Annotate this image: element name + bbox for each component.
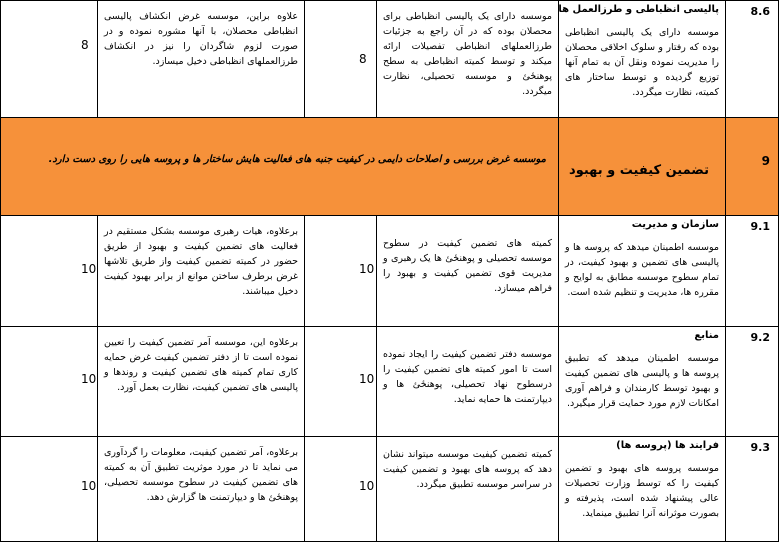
extra-description-cell xyxy=(97,436,304,542)
criterion-cell xyxy=(558,0,725,117)
extra-description-cell xyxy=(97,215,304,326)
table-row xyxy=(0,215,779,326)
level-description: کمیته تضمین کیفیت موسسه میتواند نشان دهد که پروسه های بهبود و تضمین کیفیت در سراسر موسسه تطبیق میگردد. xyxy=(383,449,552,490)
level-score-cell xyxy=(304,436,376,542)
extra-description: برعلاوه این، موسسه آمر تضمین کیفیت را تعیین نموده است تا از دفتر تضمین کیفیت غرض حمایه کاری تمام کمیته های تضمین کیفیت و روندها و پالیسی های تضمین کیفیت، نظارت بعمل آورد. xyxy=(104,337,298,393)
level-score: 10 xyxy=(359,262,375,276)
criterion-cell xyxy=(558,436,725,542)
row-code-cell xyxy=(725,0,779,117)
level-description: موسسه دارای یک پالیسی انظباطی برای محصلان بوده که در آن راجع به جزئیات طرزالعملهای انظباطی تفصیلات ارائه میکند و توسط کمیته انظباطی به سطح پوهنځئ و موسسه تحصیلی، نظارت میگردد. xyxy=(383,11,552,97)
extra-description-cell xyxy=(97,0,304,117)
criterion-text: موسسه دارای یک پالیسی انظباطی بوده که رفتار و سلوک اخلاقی محصلان را مدیریت نموده ونقل آن به تمام آنها توزیع گردیده و توسط ساختار های کمیته، نظارت میگردد. xyxy=(565,27,719,98)
level-description-cell xyxy=(376,436,558,542)
extra-description: علاوه براین، موسسه غرض انکشاف پالیسی انظباطی محصلان، با آنها مشوره نموده و در صورت لزوم شاگردان را نیز در انکشاف طرزالعملهای انظباطی دخیل میسازد. xyxy=(104,11,298,67)
table-row xyxy=(0,326,779,436)
extra-description-cell xyxy=(97,326,304,436)
level-description: کمیته های تضمین کیفیت در سطوح موسسه تحصیلی و پوهنځئ ها یک رهبری و مدیریت قوی تضمین کیفیت و بهبود را فراهم میسازد. xyxy=(383,238,552,294)
extra-score: 8 xyxy=(81,38,89,52)
level-description: موسسه دفتر تضمین کیفیت را ایجاد نموده است تا امور کمیته های تضمین کیفیت را درسطوح نهاد تحصیلی، پوهنځئ ها و دیپارتمنت ها حمایه نماید. xyxy=(383,349,552,405)
extra-score: 10 xyxy=(81,479,97,493)
section-banner xyxy=(0,117,558,215)
criterion-title: پالیسی انظباطی و طرزالعمل ها xyxy=(558,4,719,15)
extra-score-cell xyxy=(0,215,97,326)
row-code: 9.3 xyxy=(750,441,770,454)
level-score: 10 xyxy=(359,479,375,493)
level-score-cell xyxy=(304,0,376,117)
table-row xyxy=(0,0,779,117)
row-code-cell xyxy=(725,215,779,326)
criterion-title: منابع xyxy=(694,330,719,341)
extra-description: برعلاوه، هیات رهبری موسسه بشکل مستقیم در فعالیت های تضمین کیفیت و بهبود از طریق حضور در کمیته تضمین کیفیت واز طریق تلاشها غرض برطرف ساختن موانع از برابر بهبود کیفیت دخیل میباشند. xyxy=(104,226,298,297)
level-description-cell xyxy=(376,215,558,326)
criterion-text: موسسه اطمینان میدهد که پروسه ها و پالیسی های تضمین و بهبود کیفیت، در تمام سطوح موسسه مطابق به لوایح و مقرره ها، مدیریت و تنظیم شده است. xyxy=(565,242,719,298)
criterion-cell xyxy=(558,326,725,436)
extra-score-cell xyxy=(0,0,97,117)
table-row xyxy=(0,436,779,542)
extra-score: 10 xyxy=(81,372,97,386)
section-title: تضمین کیفیت و بهبود xyxy=(569,163,709,178)
criterion-title: فرایند ها (پروسه ها) xyxy=(616,440,719,451)
section-description: موسسه غرض بررسی و اصلاحات دایمی در کیفیت جنبه های فعالیت هایش ساختار ها و پروسه هایی را روی دست دارد. xyxy=(48,154,546,165)
section-row xyxy=(0,117,779,215)
row-code-cell xyxy=(725,436,779,542)
row-code: 8.6 xyxy=(750,5,770,18)
section-code-cell xyxy=(725,117,779,215)
level-score: 10 xyxy=(359,372,375,386)
criterion-text: موسسه پروسه های بهبود و تضمین کیفیت را که توسط وزارت تحصیلات عالی پیشنهاد شده است، پذیرفته و بصورت موثرانه آنرا تطبیق مینماید. xyxy=(565,463,719,519)
row-code-cell xyxy=(725,326,779,436)
extra-score: 10 xyxy=(81,262,97,276)
level-description-cell xyxy=(376,326,558,436)
criterion-cell xyxy=(558,215,725,326)
extra-score-cell xyxy=(0,436,97,542)
row-code: 9.2 xyxy=(750,331,770,344)
extra-description: برعلاوه، آمر تضمین کیفیت، معلومات را گردآوری می نماید تا در مورد موثریت تطبیق آن به کمیته های تضمین کیفیت در سطوح موسسه تحصیلی، پوهنځئ ها و دیپارتمنت ها گزارش دهد. xyxy=(104,447,298,503)
level-score: 8 xyxy=(359,52,367,66)
criterion-text: موسسه اطمینان میدهد که تطبیق پروسه ها و پالیسی های تضمین کیفیت و بهبود توسط کارمندان و فراهم آوری امکانات لازم مورد حمایت قرار میگیرد. xyxy=(565,353,719,409)
level-score-cell xyxy=(304,215,376,326)
section-title-cell xyxy=(558,117,725,215)
criterion-title: سازمان و مدیریت xyxy=(631,219,719,230)
level-score-cell xyxy=(304,326,376,436)
section-code: 9 xyxy=(761,154,770,168)
level-description-cell xyxy=(376,0,558,117)
row-code: 9.1 xyxy=(750,220,770,233)
extra-score-cell xyxy=(0,326,97,436)
